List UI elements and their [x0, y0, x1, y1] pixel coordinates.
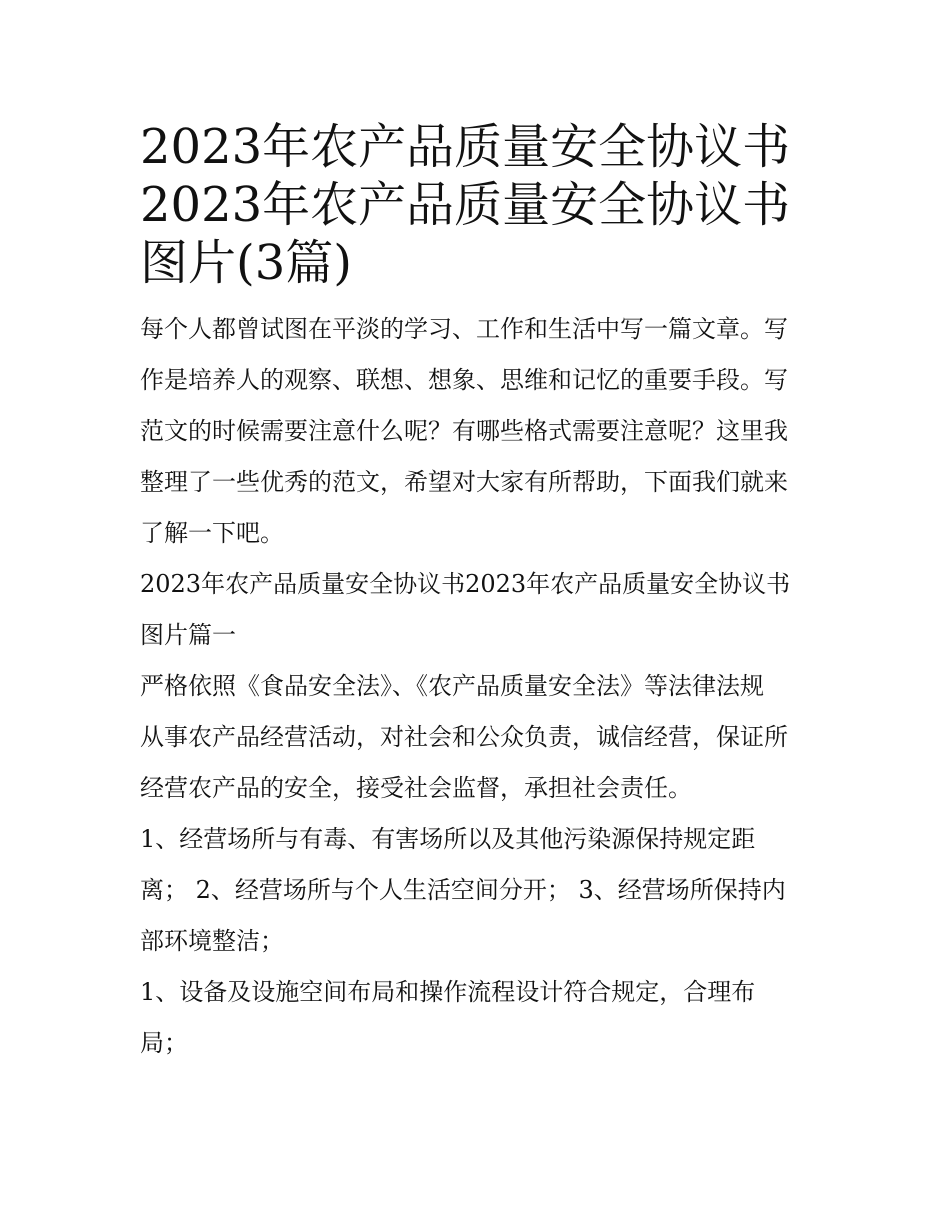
intro-paragraph — [140, 304, 812, 559]
text-line: 范文的时候需要注意什么呢？有哪些格式需要注意呢？这里我 — [140, 417, 788, 445]
title-line: 2023年农产品质量安全协议书 — [140, 119, 791, 175]
text-line: 了解一下吧。 — [140, 519, 284, 547]
text-line: 经营农产品的安全，接受社会监督，承担社会责任。 — [140, 774, 692, 802]
commitment-paragraph — [140, 661, 812, 814]
text-line: 每个人都曾试图在平淡的学习、工作和生活中写一篇文章。写 — [140, 315, 788, 343]
text-line: 1、设备及设施空间布局和操作流程设计符合规定，合理布 — [140, 978, 756, 1006]
list-item — [140, 814, 812, 967]
title-line: 图片(3篇) — [140, 235, 352, 291]
text-line: 1、经营场所与有毒、有害场所以及其他污染源保持规定距 — [140, 825, 756, 853]
text-line: 离； 2、经营场所与个人生活空间分开； 3、经营场所保持内 — [140, 876, 786, 904]
text-line: 整理了一些优秀的范文，希望对大家有所帮助，下面我们就来 — [140, 468, 788, 496]
document-title — [140, 118, 812, 292]
text-line: 2023年农产品质量安全协议书2023年农产品质量安全协议书 — [140, 570, 791, 598]
text-line: 局； — [140, 1029, 188, 1057]
title-line: 2023年农产品质量安全协议书 — [140, 177, 791, 233]
text-line: 从事农产品经营活动，对社会和公众负责，诚信经营，保证所 — [140, 723, 788, 751]
list-item — [140, 967, 812, 1069]
document-body — [140, 118, 812, 1069]
text-line: 作是培养人的观察、联想、想象、思维和记忆的重要手段。写 — [140, 366, 788, 394]
text-line: 部环境整洁； — [140, 927, 284, 955]
text-line: 严格依照《食品安全法》、《农产品质量安全法》等法律法规 — [140, 672, 764, 700]
section-heading — [140, 559, 812, 661]
text-line: 图片篇一 — [140, 621, 236, 649]
